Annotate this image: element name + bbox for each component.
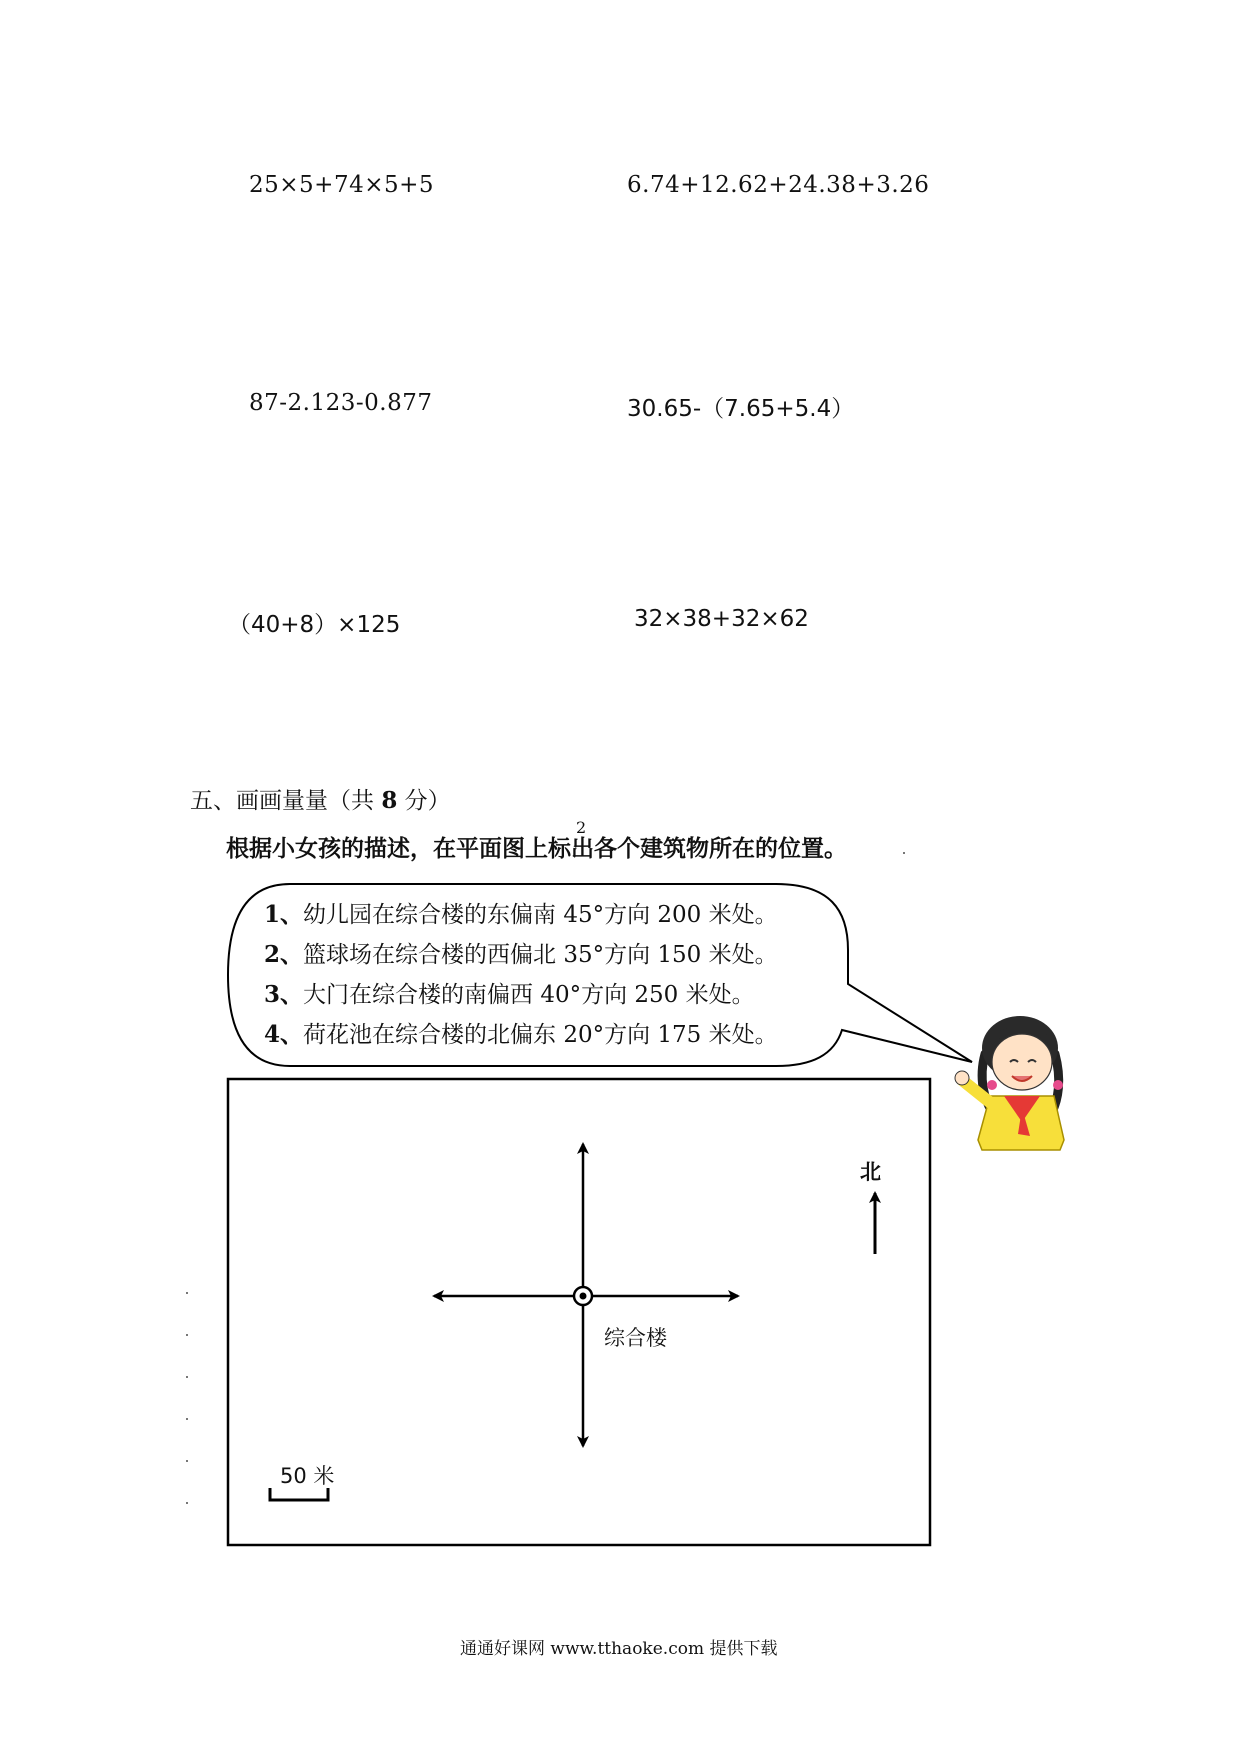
bubble-number: 1、	[264, 901, 304, 928]
expression-4: 30.65-（7.65+5.4）	[627, 396, 855, 422]
stray-mark: 2	[576, 818, 587, 837]
bubble-text: 荷花池在综合楼的北偏东 20°方向 175 米处。	[303, 1022, 778, 1048]
expression-1: 25×5+74×5+5	[249, 172, 435, 198]
bubble-text: 篮球场在综合楼的西偏北 35°方向 150 米处。	[303, 942, 778, 968]
instruction-text: 根据小女孩的描述，在平面图上标出各个建筑物所在的位置。	[226, 835, 847, 862]
margin-dots	[186, 1292, 188, 1504]
footer-text: 通通好课网 www.tthaoke.com 提供下载	[460, 1639, 778, 1659]
bubble-text: 大门在综合楼的南偏西 40°方向 250 米处。	[303, 982, 755, 1008]
bubble-line-3	[264, 976, 755, 1009]
section-title-points: 8	[381, 787, 398, 814]
bubble-number: 2、	[264, 941, 304, 968]
expression-3: 87-2.123-0.877	[249, 390, 433, 416]
section-title-prefix: 五、画画量量（共	[190, 788, 382, 814]
bubble-line-4	[264, 1016, 778, 1049]
center-building-label: 综合楼	[604, 1326, 667, 1350]
girl-illustration	[955, 1016, 1064, 1150]
expression-2: 6.74+12.62+24.38+3.26	[627, 172, 930, 198]
bubble-line-2	[264, 936, 778, 969]
section-title-suffix: 分）	[397, 788, 451, 814]
bubble-number: 3、	[264, 981, 304, 1008]
north-label: 北	[860, 1160, 881, 1184]
expression-5: （40+8）×125	[228, 612, 401, 638]
scale-label: 50 米	[280, 1464, 335, 1488]
expression-6: 32×38+32×62	[634, 606, 809, 632]
bubble-line-1	[264, 896, 778, 929]
bubble-number: 4、	[264, 1021, 304, 1048]
bubble-text: 幼儿园在综合楼的东偏南 45°方向 200 米处。	[303, 902, 778, 928]
